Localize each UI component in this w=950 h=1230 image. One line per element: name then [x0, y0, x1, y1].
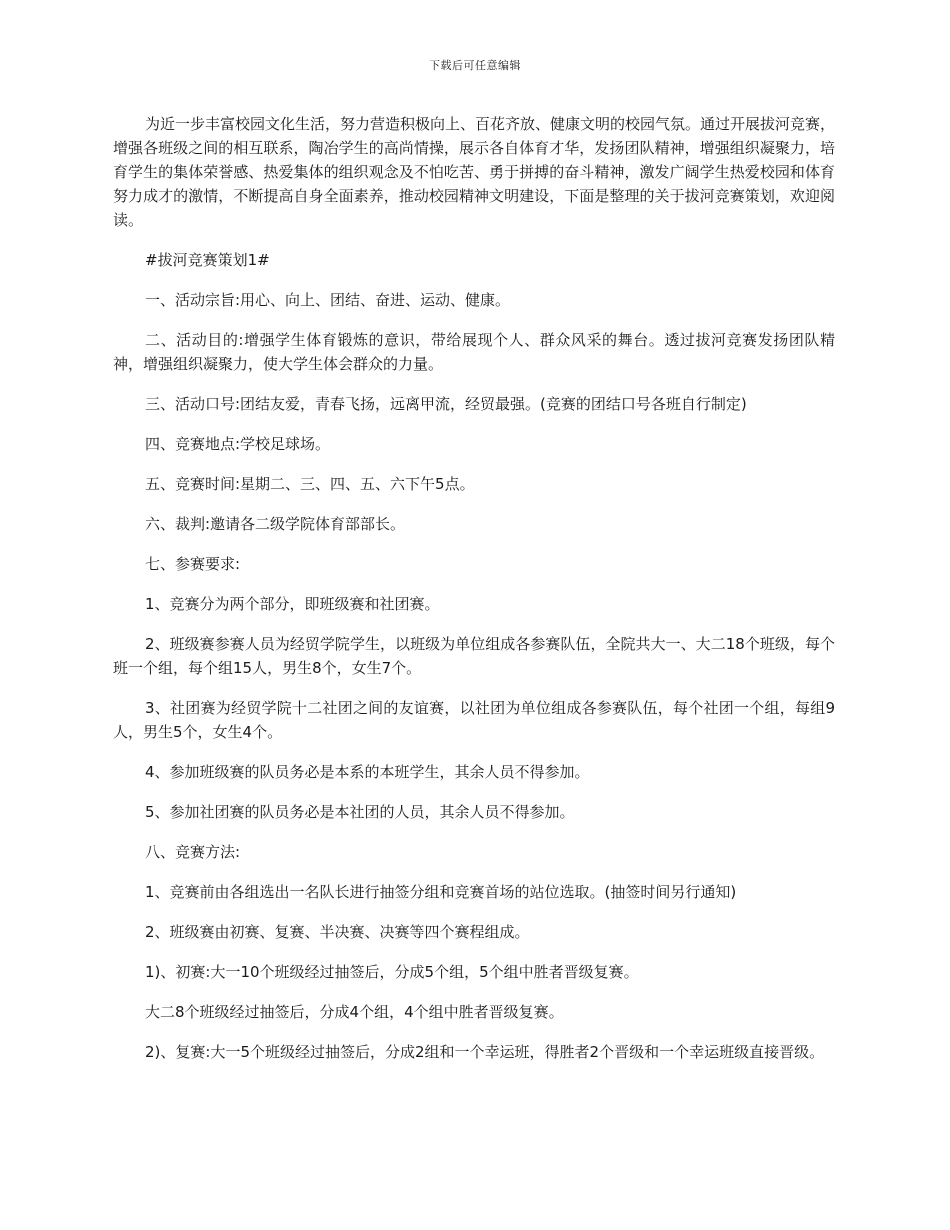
paragraph: 四、竞赛地点:学校足球场。 — [145, 435, 331, 453]
paragraph: 1)、初赛:大一10个班级经过抽签后，分成5个组，5个组中胜者晋级复赛。 — [145, 963, 639, 981]
paragraph: 5、参加社团赛的队员务必是本社团的人员，其余人员不得参加。 — [145, 803, 575, 821]
paragraph: 2、班级赛由初赛、复赛、半决赛、决赛等四个赛程组成。 — [145, 923, 530, 941]
document-body — [113, 112, 835, 1080]
paragraph: 4、参加班级赛的队员务必是本系的本班学生，其余人员不得参加。 — [145, 763, 590, 781]
paragraph: 2、班级赛参赛人员为经贸学院学生，以班级为单位组成各参赛队伍，全院共大一、大二18个班级，每个班一个组，每个组15人，男生8个，女生7个。 — [113, 635, 835, 677]
paragraph: 七、参赛要求: — [145, 555, 241, 573]
paragraph: 一、活动宗旨:用心、向上、团结、奋进、运动、健康。 — [145, 291, 511, 309]
paragraph: 大二8个班级经过抽签后，分成4个组，4个组中胜者晋级复赛。 — [145, 1003, 564, 1021]
page-header: 下载后可任意编辑 — [429, 59, 521, 72]
paragraph: 3、社团赛为经贸学院十二社团之间的友谊赛，以社团为单位组成各参赛队伍，每个社团一个组，每组9人，男生5个，女生4个。 — [113, 699, 835, 741]
paragraph: 2)、复赛:大一5个班级经过抽签后，分成2组和一个幸运班，得胜者2个晋级和一个幸运班级直接晋级。 — [145, 1043, 825, 1061]
paragraph: 五、竞赛时间:星期二、三、四、五、六下午5点。 — [145, 475, 475, 493]
paragraph: 八、竞赛方法: — [145, 843, 241, 861]
section-heading: #拔河竞赛策划1# — [145, 251, 270, 269]
paragraph: 三、活动口号:团结友爱，青春飞扬，远离甲流，经贸最强。(竞赛的团结口号各班自行制定) — [145, 395, 747, 413]
paragraph: 六、裁判:邀请各二级学院体育部部长。 — [145, 515, 406, 533]
paragraph: 二、活动目的:增强学生体育锻炼的意识，带给展现个人、群众风采的舞台。透过拔河竞赛发扬团队精神，增强组织凝聚力，使大学生体会群众的力量。 — [113, 331, 835, 373]
intro-paragraph: 为近一步丰富校园文化生活，努力营造积极向上、百花齐放、健康文明的校园气氛。通过开展拔河竞赛，增强各班级之间的相互联系，陶冶学生的高尚情操，展示各自体育才华，发扬团队精神，增强组织凝聚力，培育学生的集体荣誉感、热爱集体的组织观念及不怕吃苦、勇于拼搏的奋斗精神，激发广阔学生热爱校园和体育努力成才的激情，不断提高自身全面素养，推动校园精神文明建设，下面是整理的关于拔河竞赛策划，欢迎阅读。 — [113, 115, 836, 229]
paragraph: 1、竞赛前由各组选出一名队长进行抽签分组和竞赛首场的站位选取。(抽签时间另行通知) — [145, 883, 737, 901]
paragraph: 1、竞赛分为两个部分，即班级赛和社团赛。 — [145, 595, 440, 613]
